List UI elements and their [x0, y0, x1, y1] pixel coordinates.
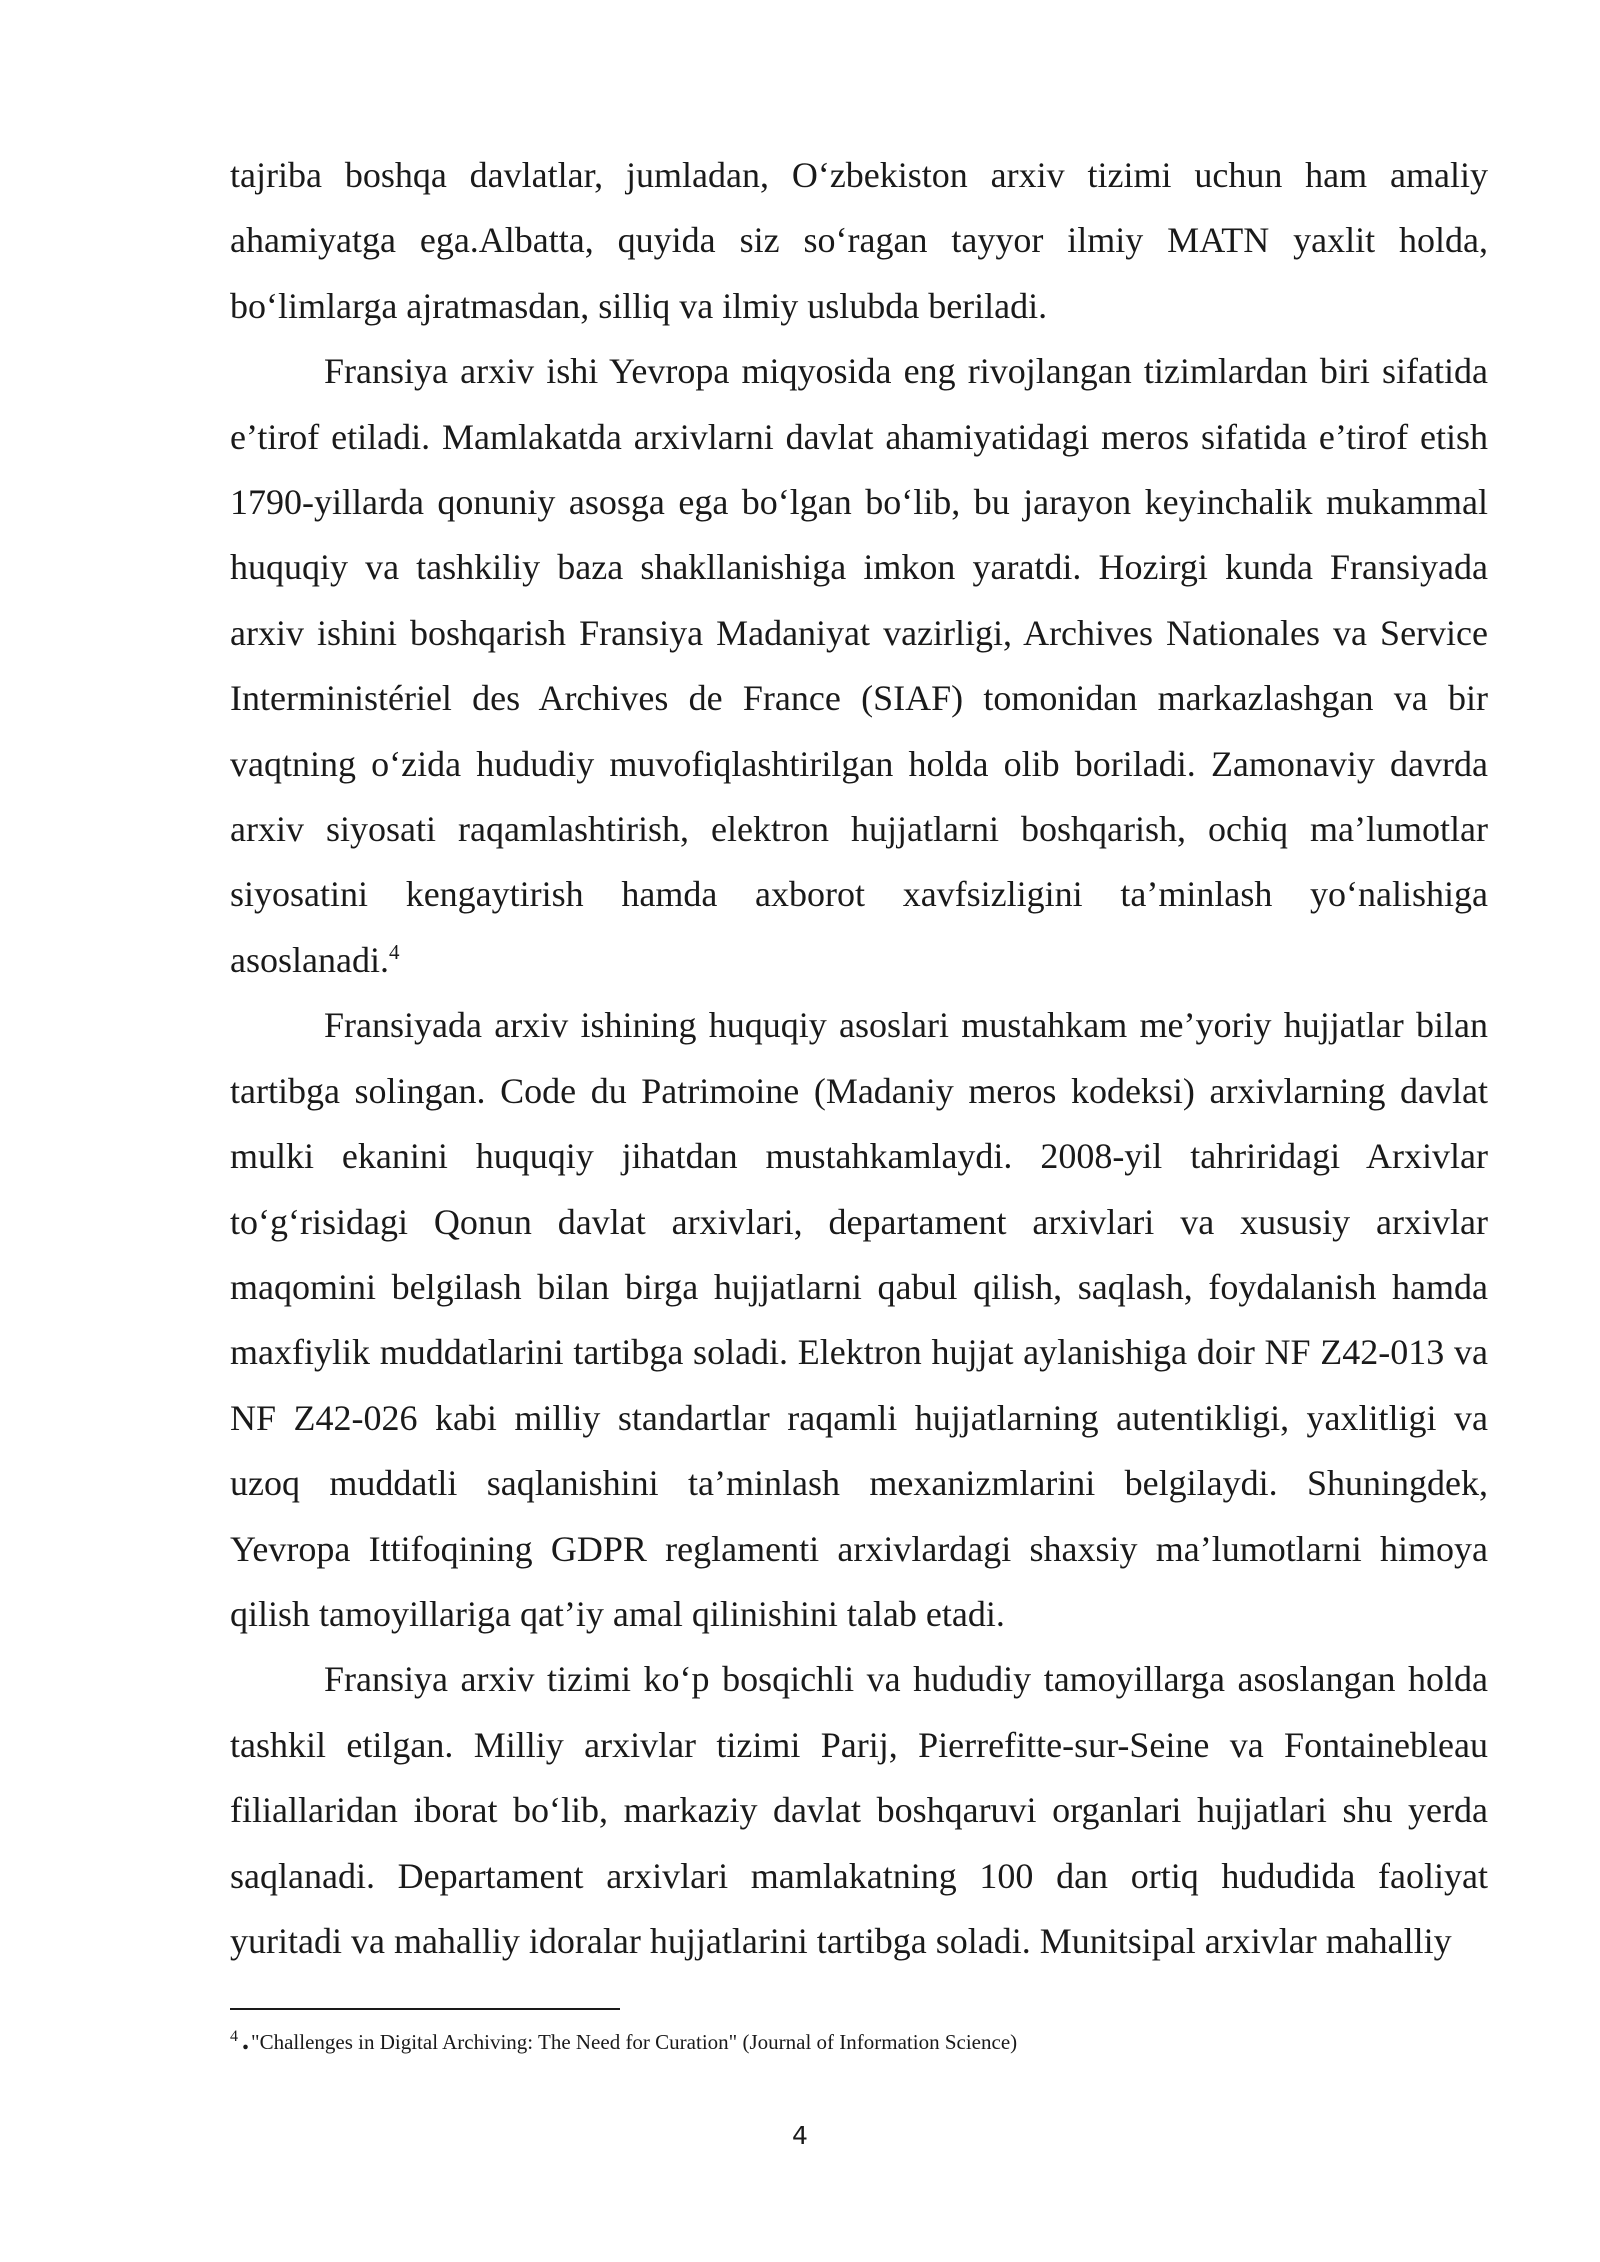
- footnote-marker: .: [242, 2025, 249, 2056]
- paragraph-text: Fransiya arxiv ishi Yevropa miqyosida eng rivojlangan tizimlardan biri sifatida e’tirof etiladi. Mamlakatda arxivlarni davlat ahamiyatidagi meros sifatida e’tirof etish 1790-yillarda qonuniy asosga ega boʻlgan boʻlib, bu jarayon keyinchalik mukammal huquqiy va tashkiliy baza shakllanishiga imkon yaratdi. Hozirgi kunda Fransiyada arxiv ishini boshqarish Fransiya Madaniyat vazirligi, Archives Nationales va Service Interministériel des Archives de France (SIAF) tomonidan markazlashgan va bir vaqtning oʻzida hududiy muvofiqlashtirilgan holda olib boriladi. Zamonaviy davrda arxiv siyosati raqamlashtirish, elektron hujjatlarni boshqarish, ochiq ma’lumotlar siyosatini kengaytirish hamda axborot xavfsizligini ta’minlash yoʻnalishiga asoslanadi.: [230, 351, 1488, 980]
- paragraph-continuation: [230, 143, 1488, 339]
- paragraph-legal-basis: [230, 993, 1488, 1647]
- footnote-number: 4: [230, 2028, 238, 2045]
- page-number: 4: [792, 2121, 808, 2150]
- footnote-separator: [230, 2008, 620, 2010]
- paragraph-archive-structure: [230, 1647, 1488, 1974]
- footnote-reference[interactable]: 4: [388, 939, 400, 964]
- paragraph-text: Fransiya arxiv tizimi koʻp bosqichli va hududiy tamoyillarga asoslangan holda tashkil etilgan. Milliy arxivlar tizimi Parij, Pierrefitte-sur-Seine va Fontainebleau filiallaridan iborat boʻlib, markaziy davlat boshqaruvi organlari hujjatlari shu yerda saqlanadi. Departament arxivlari mamlakatning 100 dan ortiq hududida faoliyat yuritadi va mahalliy idoralar hujjatlarini tartibga soladi. Munitsipal arxivlar mahalliy: [230, 1659, 1488, 1961]
- paragraph-text: Fransiyada arxiv ishining huquqiy asoslari mustahkam me’yoriy hujjatlar bilan tartibga solingan. Code du Patrimoine (Madaniy meros kodeksi) arxivlarning davlat mulki ekanini huquqiy jihatdan mustahkamlaydi. 2008-yil tahriridagi Arxivlar toʻgʻrisidagi Qonun davlat arxivlari, departament arxivlari va xususiy arxivlar maqomini belgilash bilan birga hujjatlarni qabul qilish, saqlash, foydalanish hamda maxfiylik muddatlarini tartibga soladi. Elektron hujjat aylanishiga doir NF Z42-013 va NF Z42-026 kabi milliy standartlar raqamli hujjatlarning autentikligi, yaxlitligi va uzoq muddatli saqlanishini ta’minlash mexanizmlarini belgilaydi. Shuningdek, Yevropa Ittifoqining GDPR reglamenti arxivlardagi shaxsiy ma’lumotlarni himoya qilish tamoyillariga qat’iy amal qilinishini talab etadi.: [230, 1005, 1488, 1634]
- footnote-text: "Challenges in Digital Archiving: The Need for Curation" (Journal of Information Science): [251, 2030, 1018, 2054]
- footnote: [230, 2026, 1488, 2057]
- paragraph-text: tajriba boshqa davlatlar, jumladan, Oʻzbekiston arxiv tizimi uchun ham amaliy ahamiyatga ega.Albatta, quyida siz soʻragan tayyor ilmiy MATN yaxlit holda, boʻlimlarga ajratmasdan, silliq va ilmiy uslubda beriladi.: [230, 155, 1488, 326]
- body-text: [230, 143, 1488, 1974]
- paragraph-france-archive-overview: [230, 339, 1488, 993]
